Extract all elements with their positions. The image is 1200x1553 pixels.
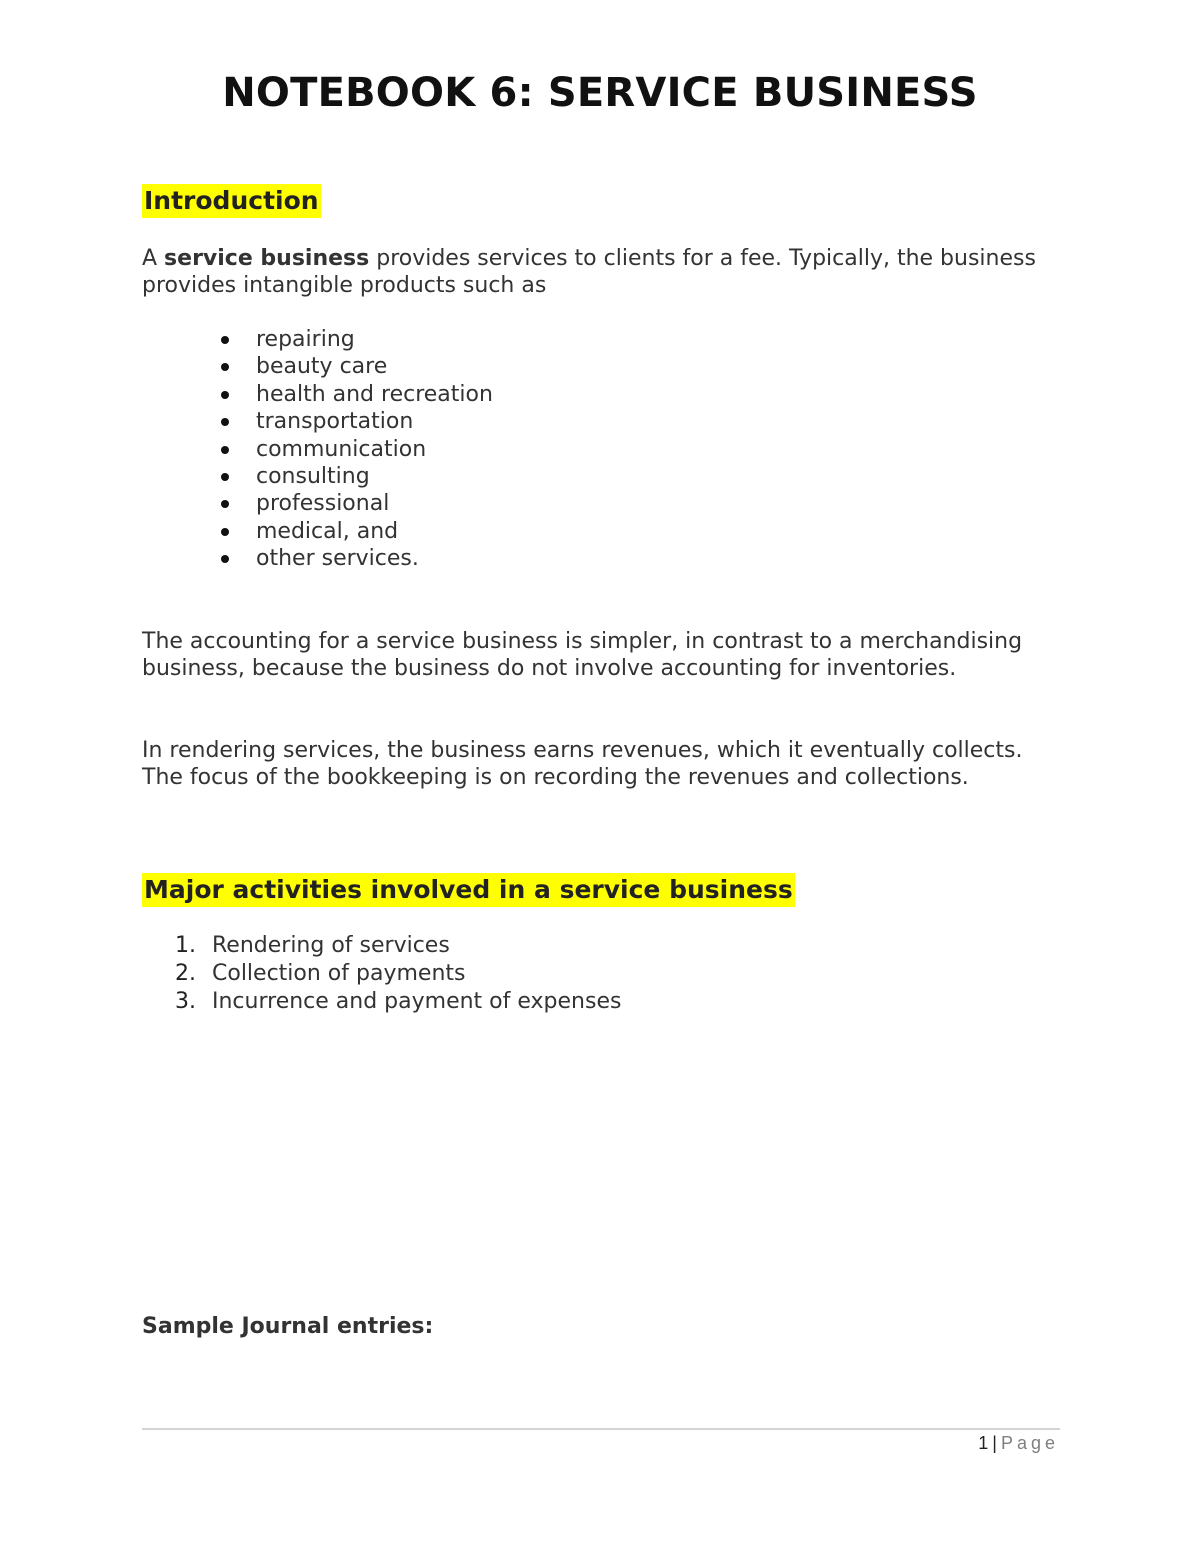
list-item-text: communication bbox=[256, 436, 427, 462]
intro-paragraph-prefix: A bbox=[142, 246, 165, 271]
bullet-icon bbox=[221, 500, 229, 508]
bullet-icon bbox=[221, 336, 229, 344]
list-item bbox=[142, 326, 493, 353]
major-activities-heading bbox=[142, 875, 795, 904]
list-item bbox=[142, 960, 621, 988]
list-number: 3. bbox=[175, 989, 196, 1014]
intro-paragraph-bold-term: service business bbox=[164, 246, 370, 271]
page-number: 1 bbox=[978, 1433, 989, 1453]
rendering-services-paragraph: In rendering services, the business earns revenues, which it eventually collects. The focus of the bookkeeping is on recording the revenues and collections. bbox=[142, 738, 1023, 790]
list-number: 2. bbox=[175, 961, 196, 986]
footer-separator: | bbox=[992, 1433, 997, 1453]
bullet-icon bbox=[221, 418, 229, 426]
list-item bbox=[142, 932, 621, 960]
list-item bbox=[142, 545, 493, 572]
intro-paragraph-rest: provides services to clients for a fee. Typically, the business provides intangible products such as bbox=[142, 246, 1036, 298]
list-item bbox=[142, 490, 493, 517]
list-item-text: professional bbox=[256, 491, 390, 517]
list-item-text: beauty care bbox=[256, 354, 388, 380]
introduction-heading-text: Introduction bbox=[142, 184, 321, 218]
list-item-text: health and recreation bbox=[256, 381, 493, 407]
list-item-text: medical, and bbox=[256, 518, 399, 544]
footer-divider bbox=[142, 1428, 1060, 1430]
page-label: Page bbox=[1000, 1433, 1059, 1453]
list-item bbox=[142, 436, 493, 463]
major-activities-heading-text: Major activities involved in a service business bbox=[142, 873, 795, 907]
major-activities-list bbox=[142, 932, 621, 1016]
page-footer bbox=[978, 1433, 1059, 1454]
list-item-text: other services. bbox=[256, 546, 419, 572]
list-item-text: Incurrence and payment of expenses bbox=[212, 989, 622, 1014]
service-types-list bbox=[142, 326, 493, 573]
introduction-heading bbox=[142, 186, 321, 215]
list-item bbox=[142, 353, 493, 380]
bullet-icon bbox=[221, 528, 229, 536]
list-item bbox=[142, 988, 621, 1016]
list-number: 1. bbox=[175, 933, 196, 958]
accounting-paragraph: The accounting for a service business is simpler, in contrast to a merchandising business, because the business do not involve accounting for inventories. bbox=[142, 629, 1023, 681]
list-item-text: repairing bbox=[256, 327, 355, 352]
page-title: NOTEBOOK 6: SERVICE BUSINESS bbox=[222, 70, 978, 116]
list-item-text: consulting bbox=[256, 464, 370, 490]
list-item-text: Rendering of services bbox=[212, 933, 450, 958]
list-item bbox=[142, 518, 493, 545]
bullet-icon bbox=[221, 363, 229, 371]
list-item bbox=[142, 463, 493, 490]
bullet-icon bbox=[221, 473, 229, 481]
list-item bbox=[142, 381, 493, 408]
list-item-text: transportation bbox=[256, 409, 414, 435]
bullet-icon bbox=[221, 446, 229, 454]
intro-paragraph bbox=[142, 245, 1062, 299]
bullet-icon bbox=[221, 555, 229, 563]
bullet-icon bbox=[221, 391, 229, 399]
sample-journal-heading: Sample Journal entries: bbox=[142, 1314, 434, 1339]
list-item bbox=[142, 408, 493, 435]
list-item-text: Collection of payments bbox=[212, 961, 466, 986]
